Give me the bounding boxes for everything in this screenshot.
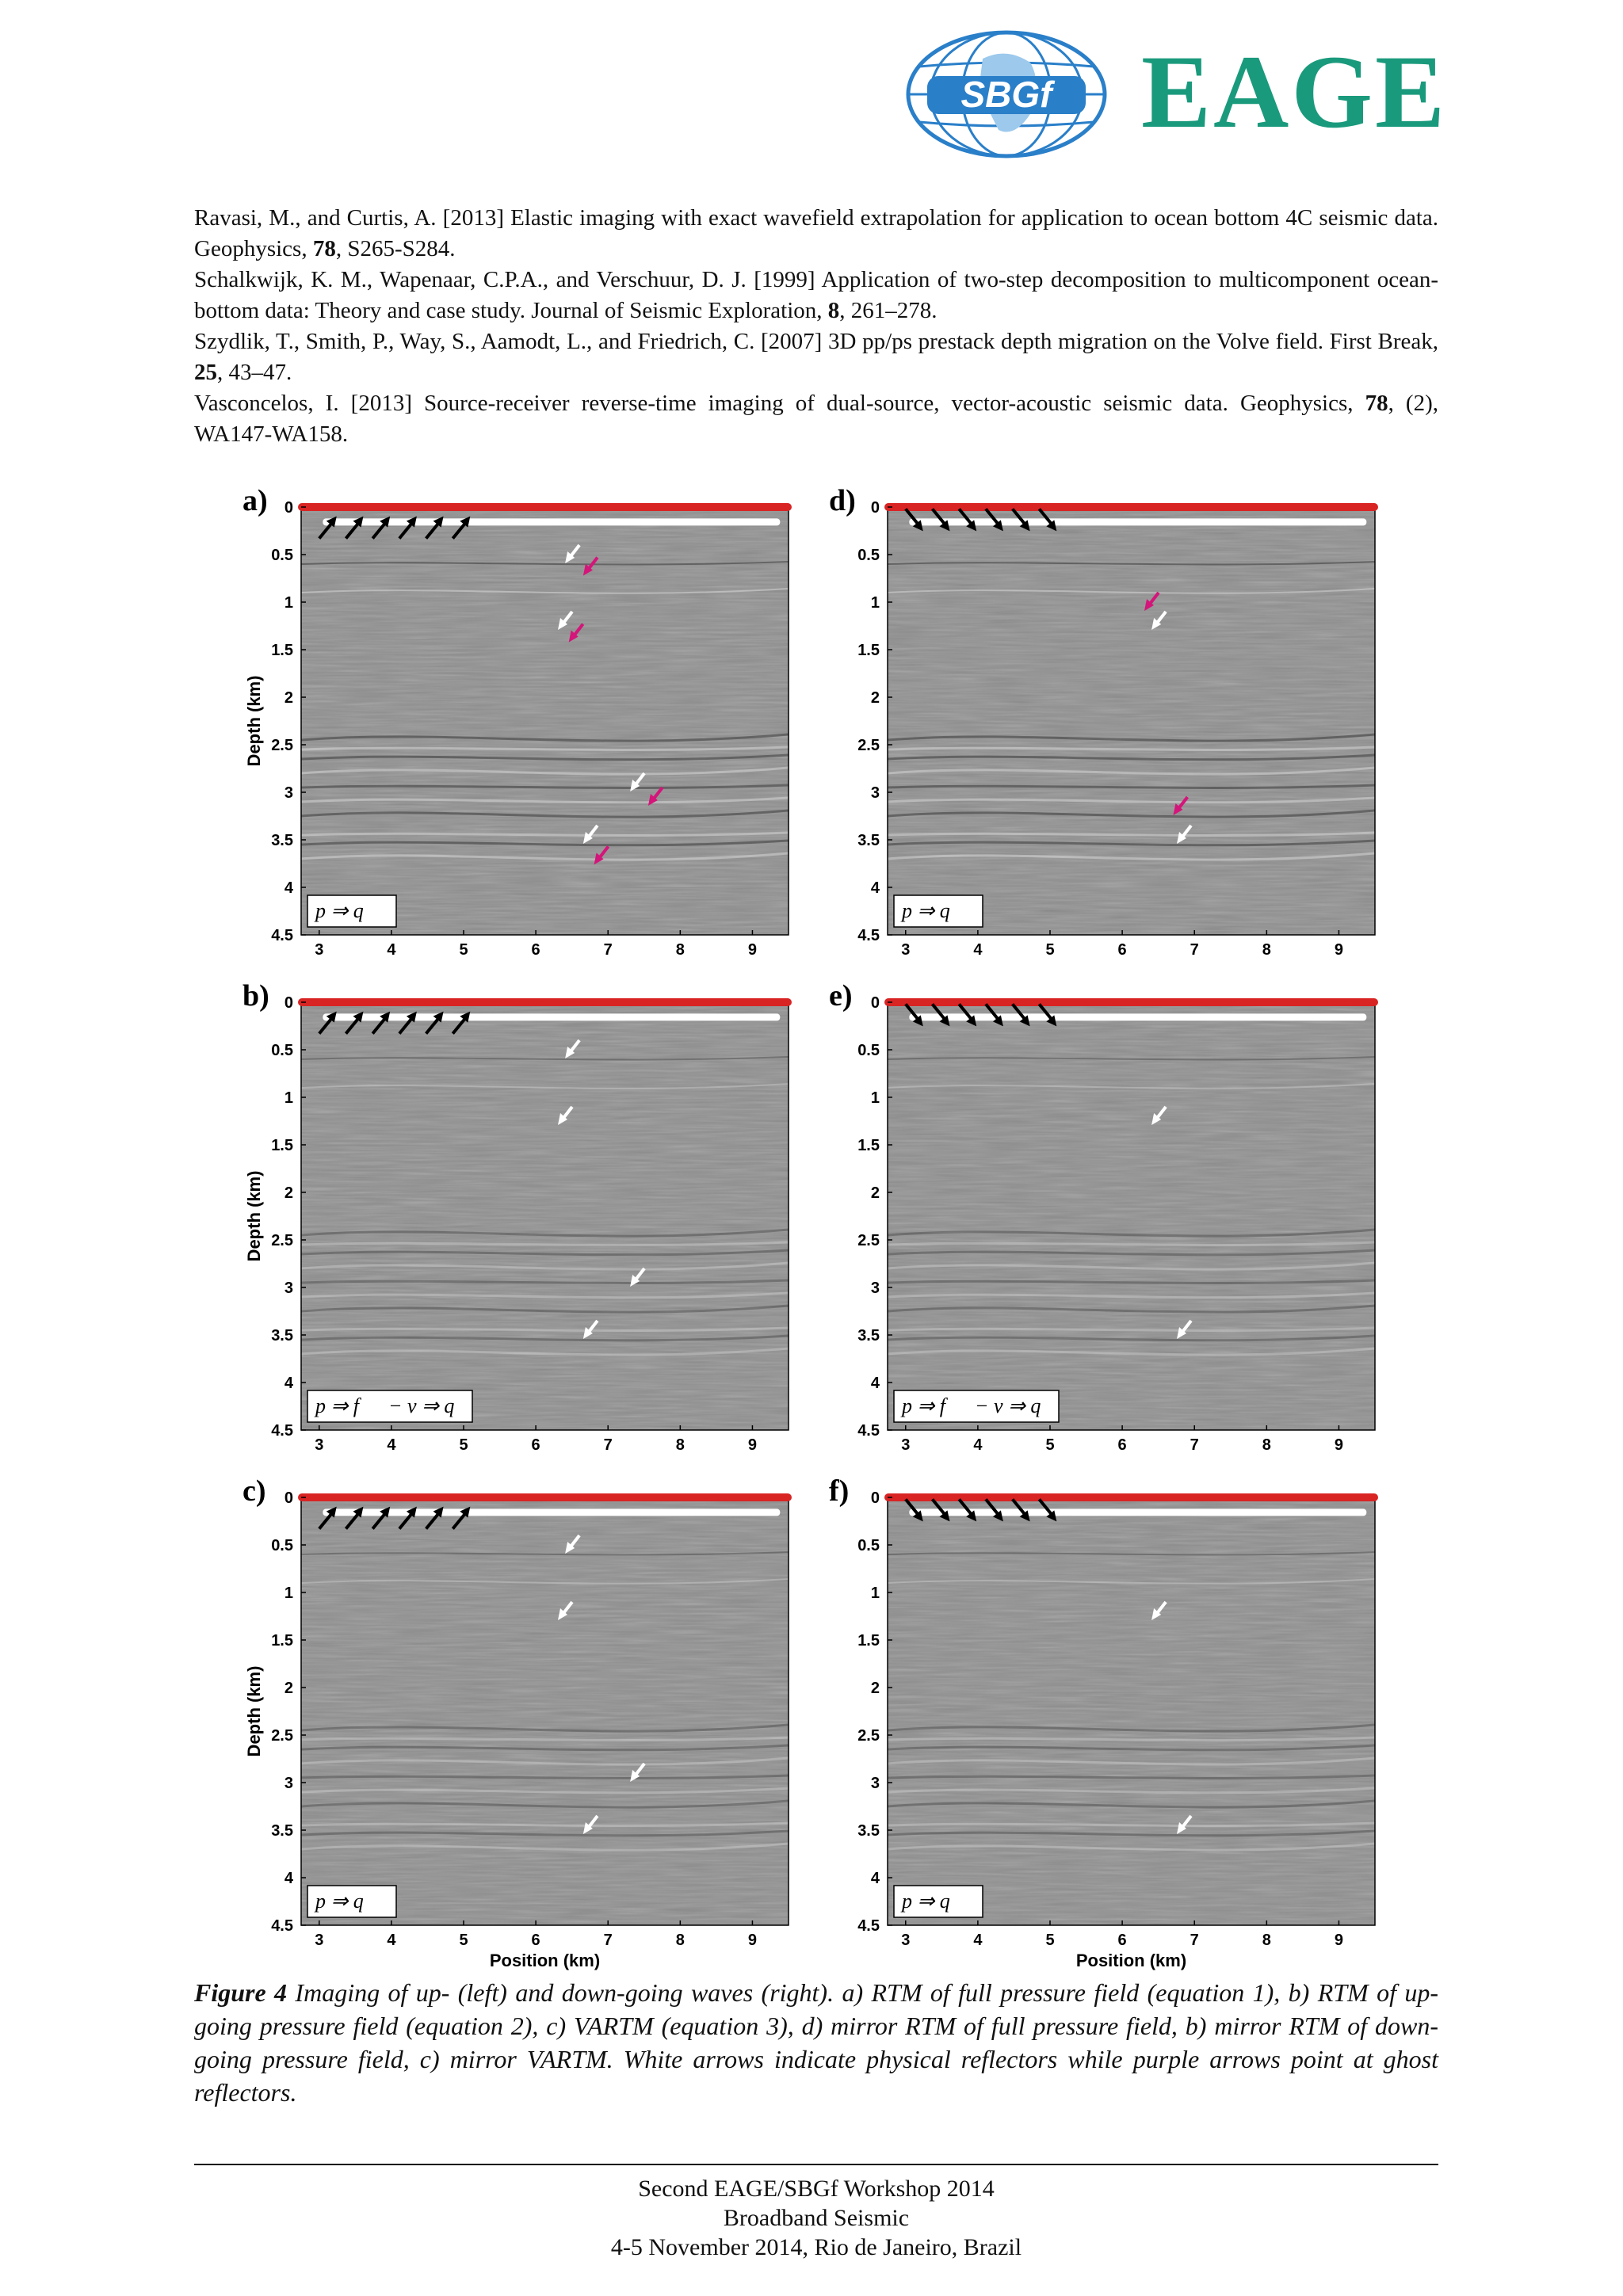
panel-d bbox=[824, 475, 1379, 967]
x-tick-label: 5 bbox=[459, 1932, 468, 1949]
x-tick-label: 3 bbox=[901, 941, 911, 959]
panel-letter: a) bbox=[242, 484, 268, 517]
seismic-image bbox=[824, 475, 1379, 967]
panel-f bbox=[824, 1466, 1379, 1970]
y-tick-label: 1 bbox=[870, 1585, 880, 1602]
x-tick-label: 3 bbox=[901, 1932, 911, 1949]
references-list bbox=[194, 203, 1438, 450]
panel-b bbox=[238, 971, 792, 1462]
x-tick-label: 4 bbox=[387, 1436, 396, 1454]
y-tick-label: 3.5 bbox=[857, 832, 880, 849]
formula-extension: − v ⇒ q bbox=[975, 1394, 1041, 1417]
reference-item: Vasconcelos, I. [2013] Source-receiver reverse-time imaging of dual-source, vector-acoustic seismic data. Geophysics, 78, (2), WA147-WA158. bbox=[194, 391, 1438, 447]
y-tick-label: 1.5 bbox=[271, 1632, 293, 1650]
y-tick-label: 1 bbox=[870, 594, 880, 612]
footer-line: Broadband Seismic bbox=[723, 2205, 910, 2231]
y-tick-label: 4 bbox=[284, 1375, 293, 1392]
x-tick-label: 8 bbox=[675, 941, 685, 959]
x-tick-label: 6 bbox=[531, 1932, 540, 1949]
y-tick-label: 2 bbox=[870, 1184, 880, 1202]
sbgf-logo bbox=[908, 32, 1105, 156]
y-tick-label: 1.5 bbox=[271, 642, 293, 659]
seismic-noise bbox=[888, 1497, 1375, 1925]
formula-extension: − v ⇒ q bbox=[388, 1394, 455, 1417]
y-tick-label: 2.5 bbox=[857, 1232, 880, 1249]
x-tick-label: 7 bbox=[1190, 1436, 1199, 1454]
x-tick-label: 3 bbox=[315, 941, 324, 959]
x-tick-label: 5 bbox=[1045, 1436, 1055, 1454]
y-axis-label: Depth (km) bbox=[244, 1170, 264, 1262]
y-tick-label: 2.5 bbox=[857, 1727, 880, 1745]
reference-item: Schalkwijk, K. M., Wapenaar, C.P.A., and Verschuur, D. J. [1999] Application of two-step decomposition to multicomponent ocean-bottom data: Theory and case study. Journal of Seismic Exploration, 8, 261–278. bbox=[194, 267, 1438, 323]
sbgf-logo-text: SBGf bbox=[960, 74, 1052, 115]
x-tick-label: 3 bbox=[901, 1436, 911, 1454]
x-tick-label: 7 bbox=[603, 1436, 613, 1454]
y-tick-label: 2.5 bbox=[857, 737, 880, 754]
receiver-line bbox=[298, 1493, 792, 1501]
x-tick-label: 7 bbox=[1190, 941, 1199, 959]
footer-divider bbox=[194, 2164, 1438, 2165]
formula-label: p ⇒ q bbox=[902, 899, 950, 922]
x-tick-label: 7 bbox=[603, 1932, 613, 1949]
x-tick-label: 8 bbox=[675, 1932, 685, 1949]
y-tick-label: 0.5 bbox=[857, 1537, 880, 1554]
x-tick-label: 4 bbox=[973, 1436, 983, 1454]
y-tick-label: 1.5 bbox=[857, 1632, 880, 1650]
reference-item: Ravasi, M., and Curtis, A. [2013] Elastic imaging with exact wavefield extrapolation for application to ocean bottom 4C seismic data. Geophysics, 78, S265-S284. bbox=[194, 205, 1438, 261]
y-tick-label: 3.5 bbox=[271, 1327, 293, 1344]
y-tick-label: 2 bbox=[284, 689, 293, 707]
caption-text: Imaging of up- (left) and down-going waves (right). a) RTM of full pressure field (equation 1), b) RTM of up-going pressure field (equation 2), c) VARTM (equation 3), d) mirror RTM of full pressure field, b) mirror RTM of down-going pressure field, c) mirror VARTM. White arrows indicate physical reflectors while purple arrows point at ghost reflectors. bbox=[194, 1978, 1439, 2107]
y-tick-label: 1.5 bbox=[271, 1137, 293, 1154]
footer-line: 4-5 November 2014, Rio de Janeiro, Brazil bbox=[610, 2234, 1022, 2260]
seismic-noise bbox=[301, 1497, 789, 1925]
seabed-line bbox=[909, 1508, 1366, 1516]
seismic-noise bbox=[888, 1002, 1375, 1430]
seismic-noise bbox=[301, 1002, 789, 1430]
x-tick-label: 6 bbox=[1117, 1932, 1127, 1949]
seabed-line bbox=[323, 1508, 780, 1516]
panel-a bbox=[238, 475, 792, 967]
y-tick-label: 2 bbox=[870, 689, 880, 707]
y-tick-label: 3 bbox=[284, 784, 293, 802]
y-tick-label: 3.5 bbox=[271, 832, 293, 849]
seabed-line bbox=[909, 518, 1366, 525]
x-tick-label: 8 bbox=[675, 1436, 685, 1454]
y-tick-label: 0.5 bbox=[857, 1042, 880, 1059]
y-tick-label: 3.5 bbox=[271, 1822, 293, 1840]
x-tick-label: 5 bbox=[459, 941, 468, 959]
panel-letter: d) bbox=[829, 484, 856, 517]
x-tick-label: 4 bbox=[387, 941, 396, 959]
figure-caption bbox=[194, 1976, 1438, 2109]
y-tick-label: 3.5 bbox=[857, 1822, 880, 1840]
receiver-line bbox=[298, 998, 792, 1006]
x-tick-label: 8 bbox=[1262, 1932, 1271, 1949]
y-tick-label: 3 bbox=[284, 1280, 293, 1297]
x-axis-label: Position (km) bbox=[1075, 1951, 1187, 1970]
figure-label: Figure 4 bbox=[194, 1978, 288, 2007]
seabed-line bbox=[323, 1013, 780, 1020]
y-tick-label: 4 bbox=[870, 879, 880, 897]
y-tick-label: 2 bbox=[870, 1680, 880, 1697]
x-tick-label: 9 bbox=[1334, 1932, 1344, 1949]
x-tick-label: 7 bbox=[603, 941, 613, 959]
panel-letter: e) bbox=[829, 979, 853, 1013]
y-tick-label: 0 bbox=[284, 1489, 293, 1507]
y-tick-label: 0 bbox=[870, 1489, 880, 1507]
x-tick-label: 4 bbox=[387, 1932, 396, 1949]
x-tick-label: 5 bbox=[1045, 941, 1055, 959]
x-tick-label: 7 bbox=[1190, 1932, 1199, 1949]
y-tick-label: 1 bbox=[284, 1089, 293, 1107]
y-tick-label: 0 bbox=[284, 994, 293, 1012]
x-tick-label: 3 bbox=[315, 1436, 324, 1454]
panel-c bbox=[238, 1466, 792, 1970]
seismic-image bbox=[824, 971, 1379, 1462]
x-tick-label: 3 bbox=[315, 1932, 324, 1949]
x-tick-label: 5 bbox=[1045, 1932, 1055, 1949]
x-tick-label: 9 bbox=[1334, 941, 1344, 959]
y-tick-label: 4.5 bbox=[857, 1917, 880, 1935]
y-tick-label: 2.5 bbox=[271, 1727, 293, 1745]
y-tick-label: 3 bbox=[870, 1280, 880, 1297]
page-footer bbox=[194, 2174, 1438, 2262]
y-tick-label: 4.5 bbox=[271, 927, 293, 944]
y-tick-label: 0.5 bbox=[271, 1042, 293, 1059]
seismic-image bbox=[238, 475, 792, 967]
seismic-noise bbox=[888, 507, 1375, 935]
y-tick-label: 0 bbox=[870, 994, 880, 1012]
x-tick-label: 8 bbox=[1262, 1436, 1271, 1454]
y-tick-label: 0.5 bbox=[271, 1537, 293, 1554]
y-tick-label: 1.5 bbox=[857, 1137, 880, 1154]
x-tick-label: 6 bbox=[1117, 941, 1127, 959]
x-axis-label: Position (km) bbox=[489, 1951, 601, 1970]
y-tick-label: 1 bbox=[284, 594, 293, 612]
y-tick-label: 2.5 bbox=[271, 737, 293, 754]
y-tick-label: 3.5 bbox=[857, 1327, 880, 1344]
seabed-line bbox=[323, 518, 780, 525]
formula-label: p ⇒ f bbox=[902, 1394, 946, 1417]
formula-label: p ⇒ f bbox=[315, 1394, 360, 1417]
x-tick-label: 6 bbox=[1117, 1436, 1127, 1454]
seismic-noise bbox=[301, 507, 789, 935]
y-tick-label: 4 bbox=[870, 1375, 880, 1392]
panel-letter: b) bbox=[242, 979, 269, 1013]
figure-4 bbox=[0, 475, 1623, 1981]
footer-line: Second EAGE/SBGf Workshop 2014 bbox=[638, 2176, 995, 2202]
panel-e bbox=[824, 971, 1379, 1462]
y-tick-label: 0 bbox=[284, 499, 293, 517]
x-tick-label: 6 bbox=[531, 1436, 540, 1454]
formula-label: p ⇒ q bbox=[315, 899, 364, 922]
y-tick-label: 1 bbox=[284, 1585, 293, 1602]
x-tick-label: 5 bbox=[459, 1436, 468, 1454]
y-tick-label: 1.5 bbox=[857, 642, 880, 659]
x-tick-label: 4 bbox=[973, 1932, 983, 1949]
seismic-image bbox=[238, 1466, 792, 1970]
eage-logo: EAGE bbox=[1141, 33, 1448, 150]
x-tick-label: 9 bbox=[747, 1436, 758, 1454]
y-tick-label: 0.5 bbox=[857, 547, 880, 564]
y-tick-label: 4 bbox=[284, 879, 293, 897]
formula-label: p ⇒ q bbox=[902, 1890, 950, 1913]
y-tick-label: 3 bbox=[870, 1775, 880, 1792]
seismic-image bbox=[824, 1466, 1379, 1970]
y-tick-label: 4.5 bbox=[857, 1422, 880, 1440]
y-tick-label: 0.5 bbox=[271, 547, 293, 564]
receiver-line bbox=[298, 503, 792, 511]
y-tick-label: 4 bbox=[284, 1870, 293, 1887]
y-tick-label: 4 bbox=[870, 1870, 880, 1887]
reference-item: Szydlik, T., Smith, P., Way, S., Aamodt, L., and Friedrich, C. [2007] 3D pp/ps prestack depth migration on the Volve field. First Break, 25, 43–47. bbox=[194, 329, 1438, 385]
x-tick-label: 4 bbox=[973, 941, 983, 959]
x-tick-label: 6 bbox=[531, 941, 540, 959]
panel-letter: c) bbox=[242, 1474, 266, 1508]
x-tick-label: 9 bbox=[1334, 1436, 1344, 1454]
y-tick-label: 2 bbox=[284, 1680, 293, 1697]
y-tick-label: 4.5 bbox=[271, 1422, 293, 1440]
y-tick-label: 4.5 bbox=[857, 927, 880, 944]
y-tick-label: 3 bbox=[284, 1775, 293, 1792]
y-tick-label: 0 bbox=[870, 499, 880, 517]
y-axis-label: Depth (km) bbox=[244, 1665, 264, 1757]
y-tick-label: 1 bbox=[870, 1089, 880, 1107]
seabed-line bbox=[909, 1013, 1366, 1020]
x-tick-label: 9 bbox=[747, 1932, 758, 1949]
y-axis-label: Depth (km) bbox=[244, 675, 264, 767]
x-tick-label: 8 bbox=[1262, 941, 1271, 959]
y-tick-label: 2.5 bbox=[271, 1232, 293, 1249]
seismic-image bbox=[238, 971, 792, 1462]
y-tick-label: 4.5 bbox=[271, 1917, 293, 1935]
y-tick-label: 2 bbox=[284, 1184, 293, 1202]
formula-label: p ⇒ q bbox=[315, 1890, 364, 1913]
panel-letter: f) bbox=[829, 1474, 850, 1508]
y-tick-label: 3 bbox=[870, 784, 880, 802]
x-tick-label: 9 bbox=[747, 941, 758, 959]
